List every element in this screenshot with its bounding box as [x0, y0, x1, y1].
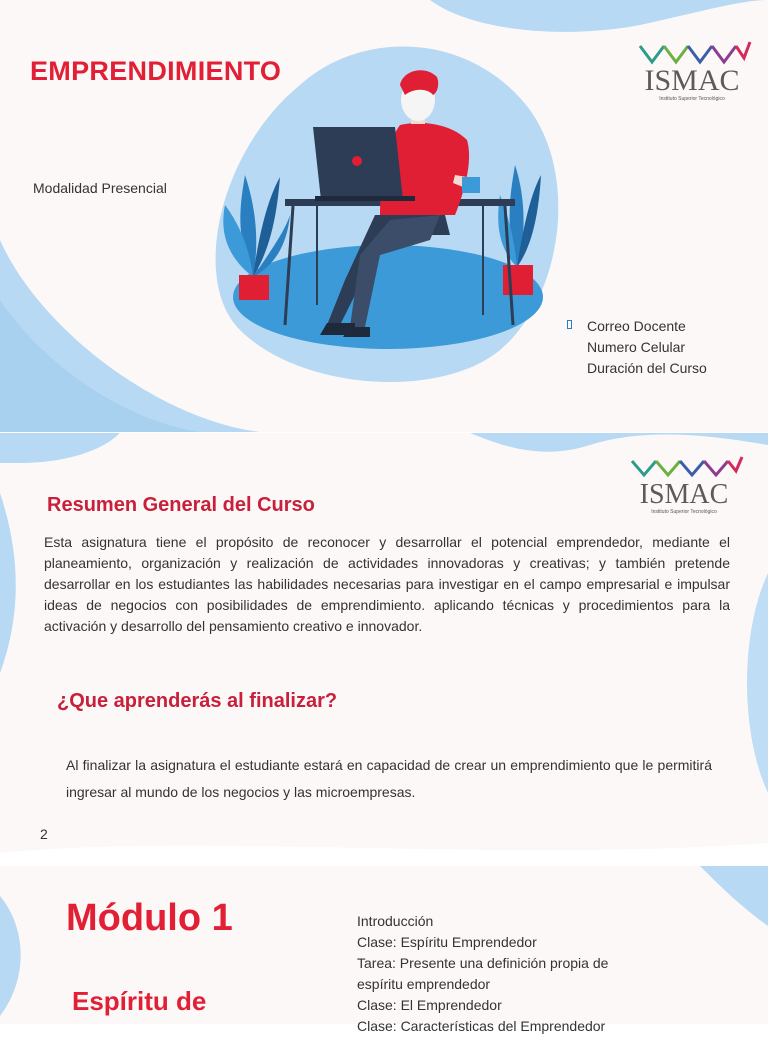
- person-at-desk-illustration: [215, 65, 545, 345]
- page-number: 2: [40, 826, 48, 842]
- ismac-zigzag-icon: [624, 455, 744, 481]
- ismac-logo: [632, 38, 752, 108]
- module-title: Módulo 1: [66, 897, 233, 939]
- list-item: Introducción: [357, 913, 434, 929]
- logo-tagline: Instituto Superior Tecnológico: [651, 509, 717, 515]
- bullet-icon: [567, 320, 572, 329]
- list-item: Tarea: Presente una definición propia de: [357, 955, 609, 971]
- slide-title: [0, 0, 768, 432]
- contact-item-email: Correo Docente: [567, 316, 707, 337]
- logo-wordmark: ISMAC: [644, 64, 740, 97]
- module-subtitle: Espíritu de: [72, 986, 207, 1016]
- summary-heading: Resumen General del Curso: [47, 494, 315, 516]
- contact-item-phone: Numero Celular: [587, 339, 686, 355]
- list-item: Clase: Espíritu Emprendedor: [357, 934, 537, 950]
- contact-list: [567, 316, 707, 379]
- plant-right-icon: [498, 165, 541, 295]
- page-title: EMPRENDIMIENTO: [30, 56, 282, 86]
- list-item: espíritu emprendedor: [357, 976, 491, 992]
- ismac-logo: [624, 455, 744, 519]
- summary-paragraph: Esta asignatura tiene el propósito de reconocer y desarrollar el potencial emprendedor, mediante el planeamiento, organización y realización de actividades innovadoras y creativas; y también pretende desarrollar en los estudiantes las habilidades necesarias para investigar en el campo empresarial e impulsar ideas de negocios con posibilidades de emprendimiento. aplicando técnicas y procedimientos para la activación y desarrollo del pensamiento creativo e innovador.: [44, 534, 730, 634]
- learning-heading: ¿Que aprenderás al finalizar?: [57, 690, 338, 712]
- list-item: Clase: El Emprendedor: [357, 997, 502, 1013]
- plant-left-icon: [223, 175, 290, 300]
- module-topic-list: [357, 911, 608, 1037]
- modality-label: Modalidad Presencial: [33, 180, 167, 196]
- list-item: Clase: Características del Emprendedor: [357, 1018, 606, 1034]
- contact-item-duration: Duración del Curso: [587, 360, 707, 376]
- logo-tagline: Instituto Superior Tecnológico: [659, 96, 725, 102]
- learning-paragraph: Al finalizar la asignatura el estudiante estará en capacidad de crear un emprendimiento que le permitirá ingresar al mundo de los negocios y las microempresas.: [66, 757, 712, 800]
- logo-wordmark: ISMAC: [639, 479, 729, 510]
